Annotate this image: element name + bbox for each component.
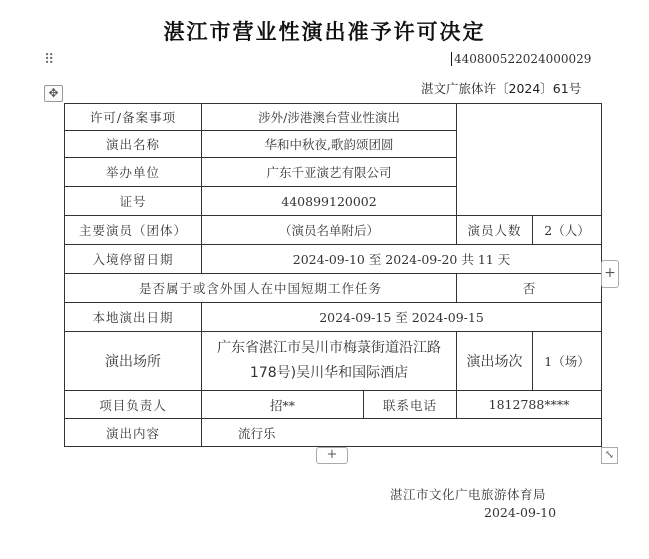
table-row	[65, 391, 602, 419]
organizer-label: 举办单位	[65, 158, 202, 187]
performer-count-value[interactable]: 2（人）	[533, 216, 602, 245]
local-dates-value[interactable]: 2024-09-15 至 2024-09-15	[202, 303, 602, 332]
permit-item-value[interactable]: 涉外/涉港澳台营业性演出	[202, 104, 457, 131]
sessions-label: 演出场次	[457, 332, 533, 391]
main-performers-value[interactable]: （演员名单附后）	[202, 216, 457, 245]
add-row-button[interactable]: +	[316, 447, 348, 464]
show-name-value[interactable]: 华和中秋夜,歌韵颂团圆	[202, 131, 457, 158]
table-row	[65, 332, 602, 391]
entry-stay-label: 入境停留日期	[65, 245, 202, 274]
document-title: 湛江市营业性演出准予许可决定	[163, 20, 486, 44]
organizer-value[interactable]: 广东千亚演艺有限公司	[202, 158, 457, 187]
contact-phone-label: 联系电话	[364, 391, 457, 419]
project-lead-value[interactable]: 招**	[202, 391, 364, 419]
document-number: 440800522024000029	[451, 52, 591, 66]
license-no-value[interactable]: 440899120002	[202, 187, 457, 216]
table-row	[65, 303, 602, 332]
table-row	[65, 216, 602, 245]
table-row	[65, 274, 602, 303]
venue-label: 演出场所	[65, 332, 202, 391]
table-row	[65, 419, 602, 447]
contact-phone-value[interactable]: 1812788****	[457, 391, 602, 419]
permit-number: 湛文广旅体许〔2024〕61号	[421, 81, 582, 96]
main-performers-label: 主要演员（团体）	[65, 216, 202, 245]
foreign-work-value[interactable]: 否	[457, 274, 602, 303]
permit-item-label: 许可/备案事项	[65, 104, 202, 131]
foreign-work-label: 是否属于或含外国人在中国短期工作任务	[65, 274, 457, 303]
license-no-label: 证号	[65, 187, 202, 216]
content-value[interactable]: 流行乐	[202, 419, 602, 447]
table-row	[65, 245, 602, 274]
entry-stay-value[interactable]: 2024-09-10 至 2024-09-20 共 11 天	[202, 245, 602, 274]
venue-value[interactable]: 广东省湛江市吴川市梅菉街道沿江路178号)吴川华和国际酒店	[202, 332, 457, 391]
table-row	[65, 104, 602, 131]
show-name-label: 演出名称	[65, 131, 202, 158]
local-dates-label: 本地演出日期	[65, 303, 202, 332]
add-column-button[interactable]: +	[601, 260, 619, 288]
sessions-value[interactable]: 1（场）	[533, 332, 602, 391]
issuer-name: 湛江市文化广电旅游体育局	[390, 487, 547, 502]
table-resize-icon[interactable]: ⤡	[601, 447, 618, 464]
issue-date: 2024-09-10	[484, 505, 557, 520]
project-lead-label: 项目负责人	[65, 391, 202, 419]
photo-blank-cell	[457, 104, 602, 216]
performer-count-label: 演员人数	[457, 216, 533, 245]
drag-handle-icon[interactable]: ⠿	[44, 52, 53, 68]
table-move-icon[interactable]: ✥	[44, 85, 63, 102]
permit-table	[64, 103, 602, 447]
content-label: 演出内容	[65, 419, 202, 447]
